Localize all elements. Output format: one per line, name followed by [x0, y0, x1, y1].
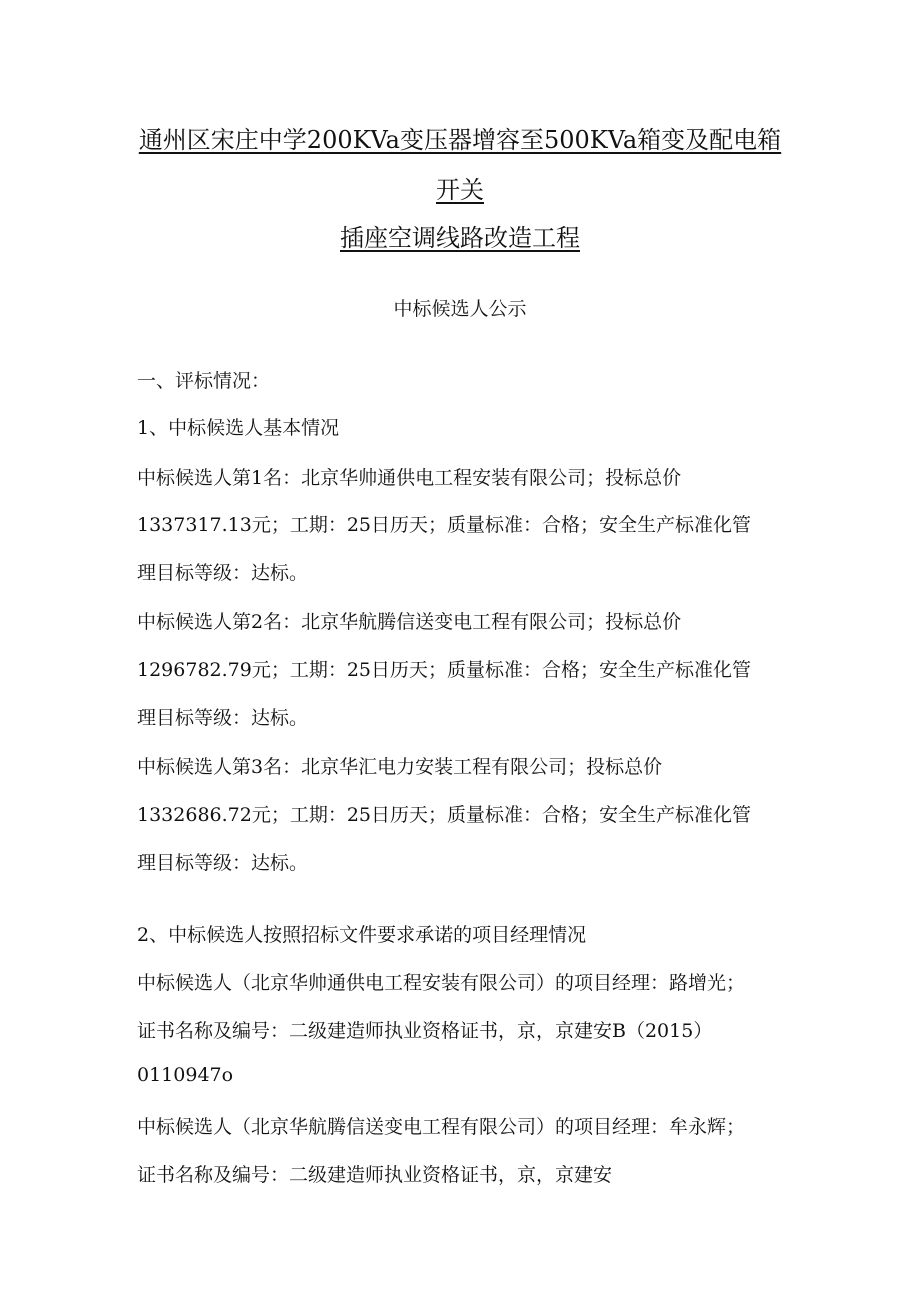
- manager-1-line-3: 0110947o: [137, 1064, 234, 1086]
- subsection-2-heading: 2、中标候选人按照招标文件要求承诺的项目经理情况: [137, 924, 587, 946]
- candidate-3-line-1: 中标候选人第3名：北京华汇电力安装工程有限公司；投标总价: [137, 756, 663, 778]
- candidate-2-line-1: 中标候选人第2名：北京华航腾信送变电工程有限公司；投标总价: [137, 611, 682, 633]
- document-title-line-2: 开关: [436, 176, 484, 204]
- candidate-1-line-2: 1337317.13元；工期：25日历天；质量标准：合格；安全生产标准化管: [137, 514, 752, 536]
- manager-2-line-2: 证书名称及编号：二级建造师执业资格证书，京，京建安: [137, 1164, 613, 1186]
- candidate-2-line-3: 理目标等级：达标。: [137, 707, 309, 729]
- candidate-3-line-3: 理目标等级：达标。: [137, 852, 309, 874]
- candidate-1-line-3: 理目标等级：达标。: [137, 562, 309, 584]
- candidate-1-line-1: 中标候选人第1名：北京华帅通供电工程安装有限公司；投标总价: [137, 467, 682, 489]
- document-subtitle: 中标候选人公示: [393, 298, 527, 320]
- subsection-1-heading: 1、中标候选人基本情况: [137, 417, 340, 439]
- candidate-3-line-2: 1332686.72元；工期：25日历天；质量标准：合格；安全生产标准化管: [137, 804, 752, 826]
- manager-1-line-1: 中标候选人（北京华帅通供电工程安装有限公司）的项目经理：路增光；: [137, 972, 746, 994]
- manager-2-line-1: 中标候选人（北京华航腾信送变电工程有限公司）的项目经理：牟永辉；: [137, 1116, 746, 1138]
- section-1-heading: 一、评标情况：: [137, 370, 271, 392]
- document-title-line-3: 插座空调线路改造工程: [340, 224, 580, 252]
- candidate-2-line-2: 1296782.79元；工期：25日历天；质量标准：合格；安全生产标准化管: [137, 659, 752, 681]
- manager-1-line-2: 证书名称及编号：二级建造师执业资格证书，京，京建安B（2015）: [137, 1020, 713, 1042]
- document-title-line-1: 通州区宋庄中学200KVa变压器增容至500KVa箱变及配电箱: [138, 126, 782, 154]
